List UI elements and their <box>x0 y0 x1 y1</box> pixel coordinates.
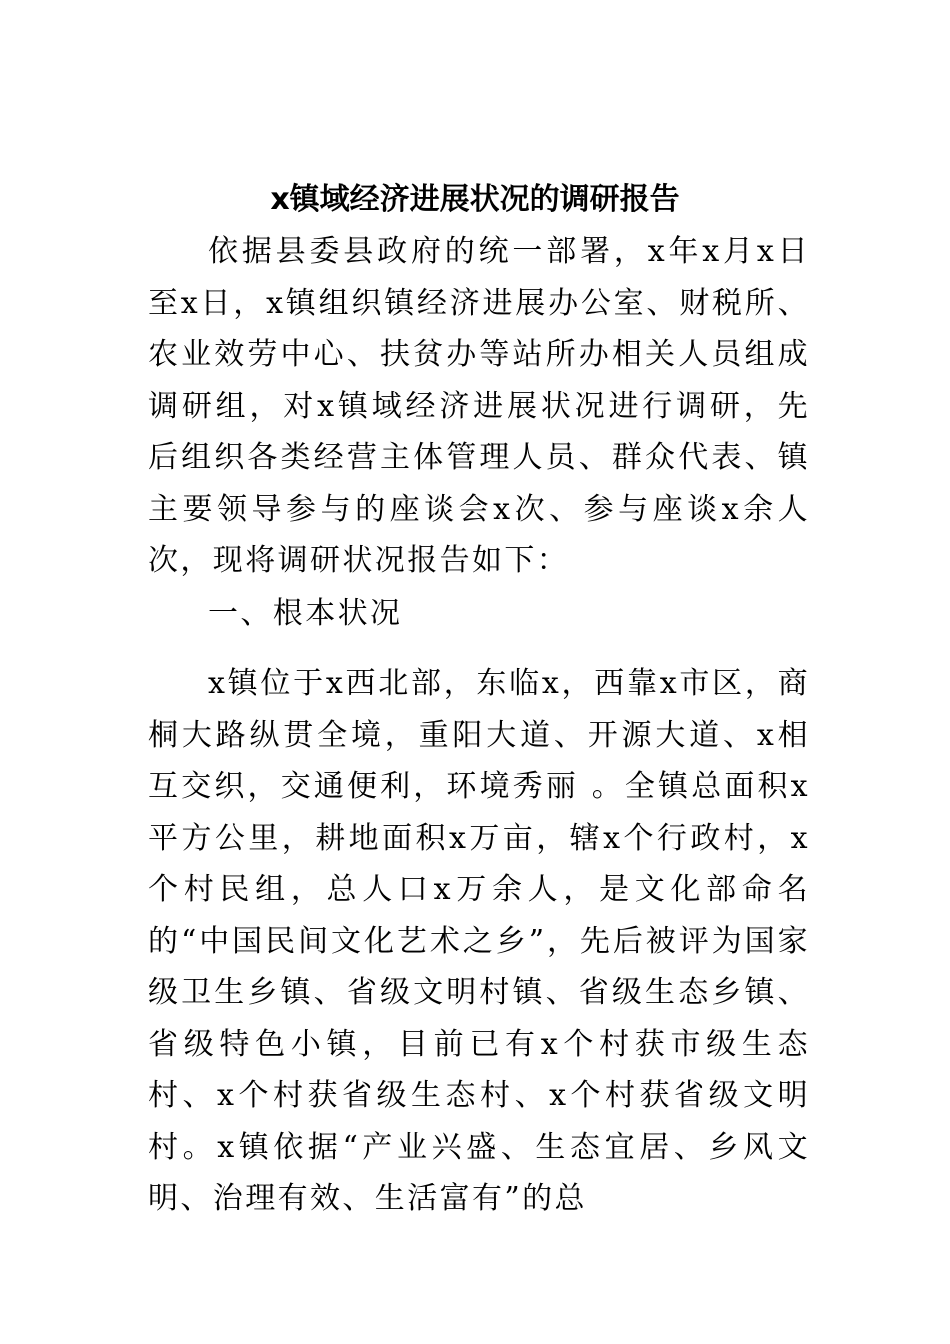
intro-paragraph: 依据县委县政府的统一部署，x年x月x日至x日，x镇组织镇经济进展办公室、财税所、农业效劳中心、扶贫办等站所办相关人员组成调研组，对x镇域经济进展状况进行调研，先后组织各类经营主体管理人员、群众代表、镇主要领导参与的座谈会x次、参与座谈x余人次，现将调研状况报告如下： <box>148 234 810 578</box>
document-title: x镇域经济进展状况的调研报告 <box>270 182 680 217</box>
basic-situation-paragraph: x镇位于x西北部，东临x，西靠x市区，商桐大路纵贯全境，重阳大道、开源大道、x相互交织，交通便利，环境秀丽 。全镇总面积x平方公里，耕地面积x万亩，辖x个行政村，x个村民组，总人口x万余人，是文化部命名的“中国民间文化艺术之乡”，先后被评为国家级卫生乡镇、省级文明村镇、省级生态乡镇、省级特色小镇，目前已有x个村获市级生态村、x个村获省级生态村、x个村获省级文明村。x镇依据“产业兴盛、生态宜居、乡风文明、治理有效、生活富有”的总 <box>148 666 810 1216</box>
section-heading-basic-situation: 一、根本状况 <box>208 596 403 631</box>
